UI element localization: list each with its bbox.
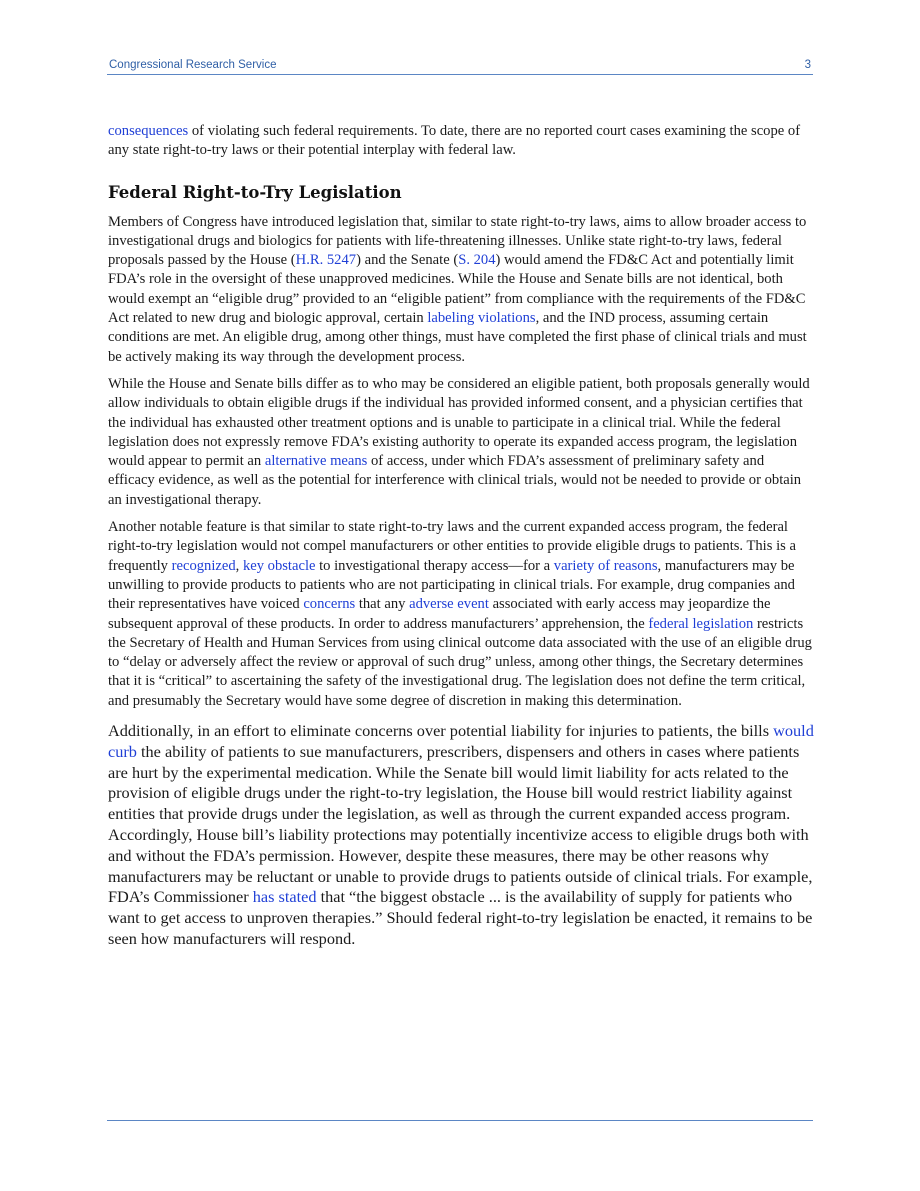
text: the ability of patients to sue manufacturers, prescribers, dispensers and others in cases where patients are hurt by the experimental medication. While the Senate bill would limit liability for acts related to the provision of eligible drugs under the right-to-try legislation, the House bill would restrict liability against entities that provide drugs under the legislation, as well as through the current expanded access program. Accordingly, House bill’s liability protections may potentially incentivize access to eligible drugs both with and without the FDA’s permission. However, despite these measures, there may be other reasons why manufacturers may be reluctant or unable to provide drugs to patients outside of clinical trials. For example, FDA’s Commissioner (108, 741, 813, 907)
link-hr-5247[interactable]: H.R. 5247 (295, 252, 357, 269)
header-title: Congressional Research Service (109, 59, 277, 71)
text: associated with early access may jeopardize the subsequent approval of these products. In order to address manufacturers’ apprehension, the (108, 596, 771, 632)
text: While the House and Senate bills differ as to who may be considered an eligible patient, both proposals generally would allow individuals to obtain eligible drugs if the individual has provided informed consent, and a physician certifies that the individual has exhausted other treatment options and is unable to participate in a clinical trial. While the federal legislation does not expressly remove FDA’s existing authority to operate its expanded access program, the legislation would appear to permit an (108, 375, 810, 470)
footer-divider (107, 1120, 813, 1121)
document-body (108, 122, 814, 958)
link-variety-of-reasons[interactable]: variety of reasons (553, 557, 658, 574)
paragraph-eligible-patient (108, 375, 814, 510)
paragraph-consequences (108, 122, 814, 161)
text: ) and the Senate ( (356, 252, 459, 269)
text: Members of Congress have introduced legislation that, similar to state right-to-try laws, aims to allow broader access to investigational drugs and biologics for patients with life-threatening illnesses. Unlike state right-to-try laws, federal proposals passed by the House ( (108, 213, 807, 269)
link-consequences[interactable]: consequences (108, 123, 189, 139)
paragraph-notable-feature (108, 518, 814, 711)
text: Additionally, in an effort to eliminate concerns over potential liability for injuries to patients, the bills (108, 721, 774, 741)
link-labeling-violations[interactable]: labeling violations (427, 310, 536, 327)
text: restricts the Secretary of Health and Human Services from using clinical outcome data associated with the use of an eligible drug to “delay or adversely affect the review or approval of such drug” unless, among other things, the Secretary determines that it is “critical” to ascertaining the safety of the investigational drug. The legislation does not define the term critical, and presumably the Secretary would have some degree of discretion in making this determination. (108, 615, 812, 709)
link-adverse-event[interactable]: adverse event (409, 596, 489, 613)
page-number: 3 (804, 59, 811, 71)
link-s-204[interactable]: S. 204 (458, 252, 496, 269)
link-recognized[interactable]: recognized (171, 557, 236, 574)
text: to investigational therapy access—for a (315, 557, 554, 574)
text: , manufacturers may be unwilling to provide products to patients who are not participating in clinical trials. For example, drug companies and their representatives have voiced (108, 557, 795, 613)
text: ) would amend the FD&C Act and potentially limit FDA’s role in the oversight of these unapproved medicines. While the House and Senate bills are not identical, both would exempt an “eligible drug” provided to an “eligible patient” from compliance with the requirements of the FD&C Act related to new drug and biologic approval, certain (108, 252, 806, 327)
paragraph-liability (108, 721, 814, 950)
link-key-obstacle[interactable]: key obstacle (242, 557, 316, 574)
section-heading: Federal Right-to-Try Legislation (108, 182, 402, 202)
text: of access, under which FDA’s assessment of preliminary safety and efficacy evidence, as well as the potential for interference with clinical trials, would not be needed to provide or obtain an investigational therapy. (108, 453, 802, 508)
paragraph-federal-proposals (108, 213, 814, 367)
link-would-curb[interactable]: would curb (108, 721, 814, 761)
text: that “the biggest obstacle ... is the availability of supply for patients who want to get access to unproven therapies.” Should federal right-to-try legislation be enacted, it remains to be seen how manufacturers will respond. (108, 887, 813, 948)
text: of violating such federal requirements. To date, there are no reported court cases examining the scope of any state right-to-try laws or their potential interplay with federal law. (108, 123, 801, 159)
text: Another notable feature is that similar to state right-to-try laws and the current expanded access program, the federal right-to-try legislation would not compel manufacturers or other entities to provide eligible drugs to patients. This is a frequently (108, 519, 796, 574)
link-federal-legislation[interactable]: federal legislation (648, 615, 754, 632)
page-header (107, 58, 813, 75)
text: that any (355, 596, 410, 613)
link-has-stated[interactable]: has stated (252, 887, 317, 907)
link-alternative-means[interactable]: alternative means (264, 453, 368, 470)
text: , (235, 557, 243, 574)
link-concerns[interactable]: concerns (303, 596, 356, 613)
text: , and the IND process, assuming certain conditions are met. An eligible drug, among other things, must have completed the first phase of clinical trials and must be actively making its way through the development process. (108, 310, 807, 365)
